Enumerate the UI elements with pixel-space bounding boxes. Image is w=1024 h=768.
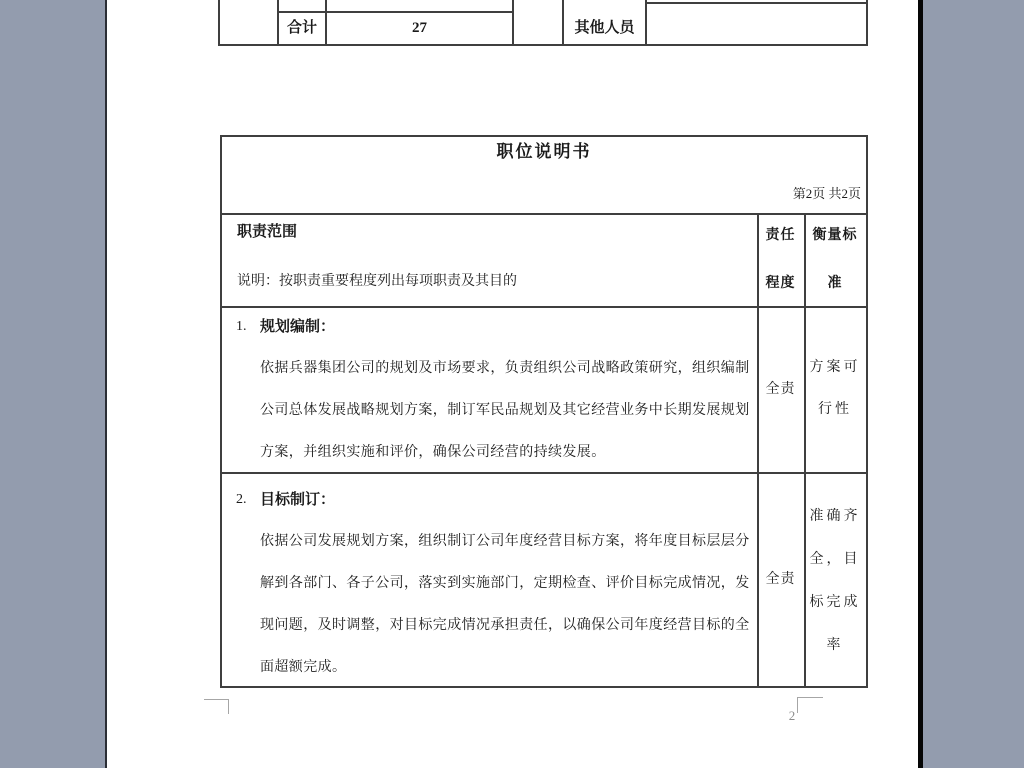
row-number: 1.	[236, 319, 247, 334]
doc-title: 职位说明书	[496, 142, 592, 161]
measure-cell-line: 率	[826, 638, 844, 653]
row-text-line: 依据公司发展规划方案，组织制订公司年度经营目标方案，将年度目标层层分	[260, 534, 750, 549]
row-text-line: 公司总体发展战略规划方案，制订军民品规划及其它经营业务中长期发展规划	[260, 403, 750, 418]
page-number: 2	[788, 708, 796, 723]
duty-level-cell: 全责	[765, 382, 796, 397]
text-boundary-mark	[204, 699, 229, 700]
scope-header: 职责范围	[237, 224, 298, 240]
row-text-line: 面超额完成。	[260, 660, 347, 675]
table-hline	[220, 472, 868, 474]
measure-cell-line: 行性	[818, 402, 852, 417]
row-heading: 目标制订：	[260, 492, 336, 508]
row-text-line: 现问题，及时调整，对目标完成情况承担责任，以确保公司年度经营目标的全	[260, 618, 750, 633]
duty-header-line2: 程度	[765, 276, 796, 291]
duty-header-line1: 责任	[765, 228, 796, 243]
row-text-line: 方案，并组织实施和评价，确保公司经营的持续发展。	[260, 445, 606, 460]
measure-cell-line: 准确齐	[809, 509, 861, 524]
top-table-vline	[512, 0, 514, 45]
measure-cell-line: 标完成	[809, 595, 861, 610]
top-table-vline	[218, 0, 220, 45]
row-heading: 规划编制：	[260, 319, 336, 335]
row-number: 2.	[236, 492, 247, 507]
measure-cell-line: 全，目	[809, 552, 861, 567]
text-boundary-mark	[797, 697, 823, 698]
row-text-line: 解到各部门、各子公司，落实到实施部门，定期检查、评价目标完成情况，发	[260, 576, 750, 591]
duty-level-cell: 全责	[765, 572, 796, 587]
top-table-hline	[645, 2, 868, 4]
other-staff-label-cell: 其他人员	[574, 20, 635, 36]
other-staff-value-cell	[647, 12, 866, 45]
measure-header-line1: 衡量标	[812, 228, 858, 243]
text-boundary-mark	[228, 699, 229, 714]
measure-header-line2: 准	[827, 276, 843, 291]
top-table-vline	[866, 0, 868, 45]
row-text-line: 依据兵器集团公司的规划及市场要求，负责组织公司战略政策研究，组织编制	[260, 361, 750, 376]
page-info: 第2页 共2页	[792, 186, 861, 201]
page-left-edge-line	[105, 0, 107, 768]
total-label-cell: 合计	[286, 20, 317, 36]
table-hline	[220, 306, 868, 308]
scope-note: 说明：按职责重要程度列出每项职责及其目的	[237, 274, 517, 289]
measure-cell-line: 方案可	[809, 360, 861, 375]
table-hline	[220, 213, 868, 215]
page-right-edge-bar	[918, 0, 923, 768]
total-value-cell: 27	[412, 20, 427, 36]
